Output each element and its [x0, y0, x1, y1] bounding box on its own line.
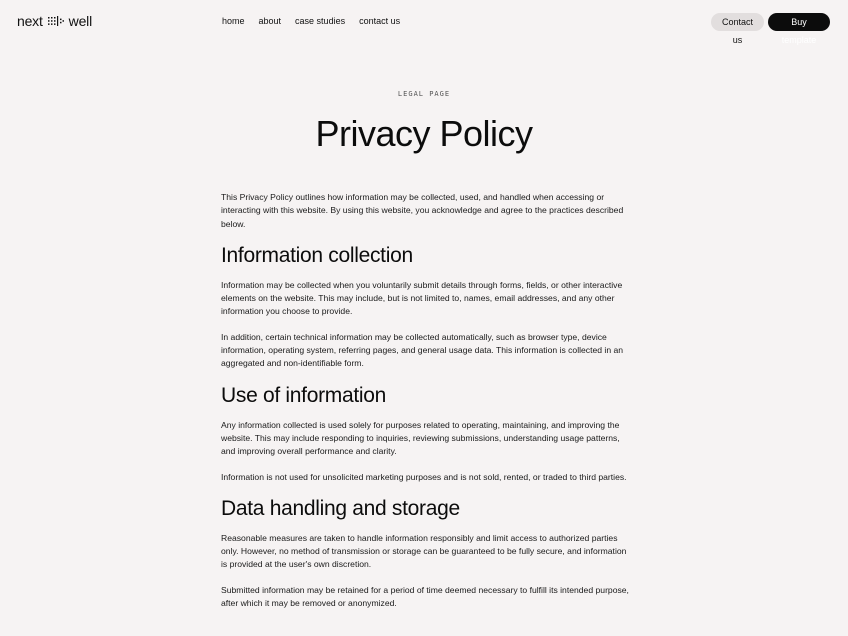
section-paragraph: Reasonable measures are taken to handle information responsibly and limit access to authorized parties only. However, no method of transmission or storage can be guaranteed to be fully secure, and information is provided at the user's own discretion.: [221, 532, 627, 570]
section-heading-data-handling: Data handling and storage: [221, 496, 460, 520]
intro-paragraph: This Privacy Policy outlines how information may be collected, used, and handled when accessing or interacting with this website. By using this website, you acknowledge and agree to the practices described below.: [221, 192, 624, 229]
nav-contact-us[interactable]: contact us: [359, 16, 401, 26]
section-paragraph: Any information collected is used solely for purposes related to operating, maintaining, and improving the website. This may include responding to inquiries, reviewing submissions, understanding usage patterns, and improving overall performance and clarity.: [221, 419, 620, 457]
contact-us-button[interactable]: Contact us: [711, 13, 764, 31]
section-heading-use-of-information: Use of information: [221, 383, 387, 407]
nav-home[interactable]: home: [222, 16, 245, 26]
buy-template-button[interactable]: Buy template: [768, 13, 830, 31]
section-paragraph: Information may be collected when you voluntarily submit details through forms, fields, or other interactive elements on the website. This may include, but is not limited to, names, email addresses, and any other information you choose to provide.: [221, 279, 623, 317]
page-title: Privacy Policy: [315, 113, 533, 154]
site-header: [0, 0, 848, 44]
section-paragraph: Information is not used for unsolicited marketing purposes and is not sold, rented, or traded to third parties.: [221, 471, 627, 482]
main-nav: [222, 16, 414, 26]
section-paragraph: Submitted information may be retained for a period of time deemed necessary to fulfill its intended purpose, after which it may be removed or anonymized.: [221, 584, 629, 609]
logo-text-right: well: [68, 13, 92, 29]
logo-text-left: next: [17, 13, 43, 29]
logo[interactable]: [17, 13, 92, 29]
section-heading-information-collection: Information collection: [221, 243, 413, 267]
page-eyebrow: LEGAL PAGE: [397, 90, 451, 98]
policy-content: [221, 191, 631, 622]
nav-case-studies[interactable]: case studies: [295, 16, 346, 26]
section-paragraph: In addition, certain technical information may be collected automatically, such as browser type, device information, operating system, referring pages, and general usage data. This information is collected in an aggregated and non-identifiable form.: [221, 331, 624, 369]
nav-about[interactable]: about: [258, 16, 282, 26]
dots-grid-icon: [48, 16, 64, 26]
